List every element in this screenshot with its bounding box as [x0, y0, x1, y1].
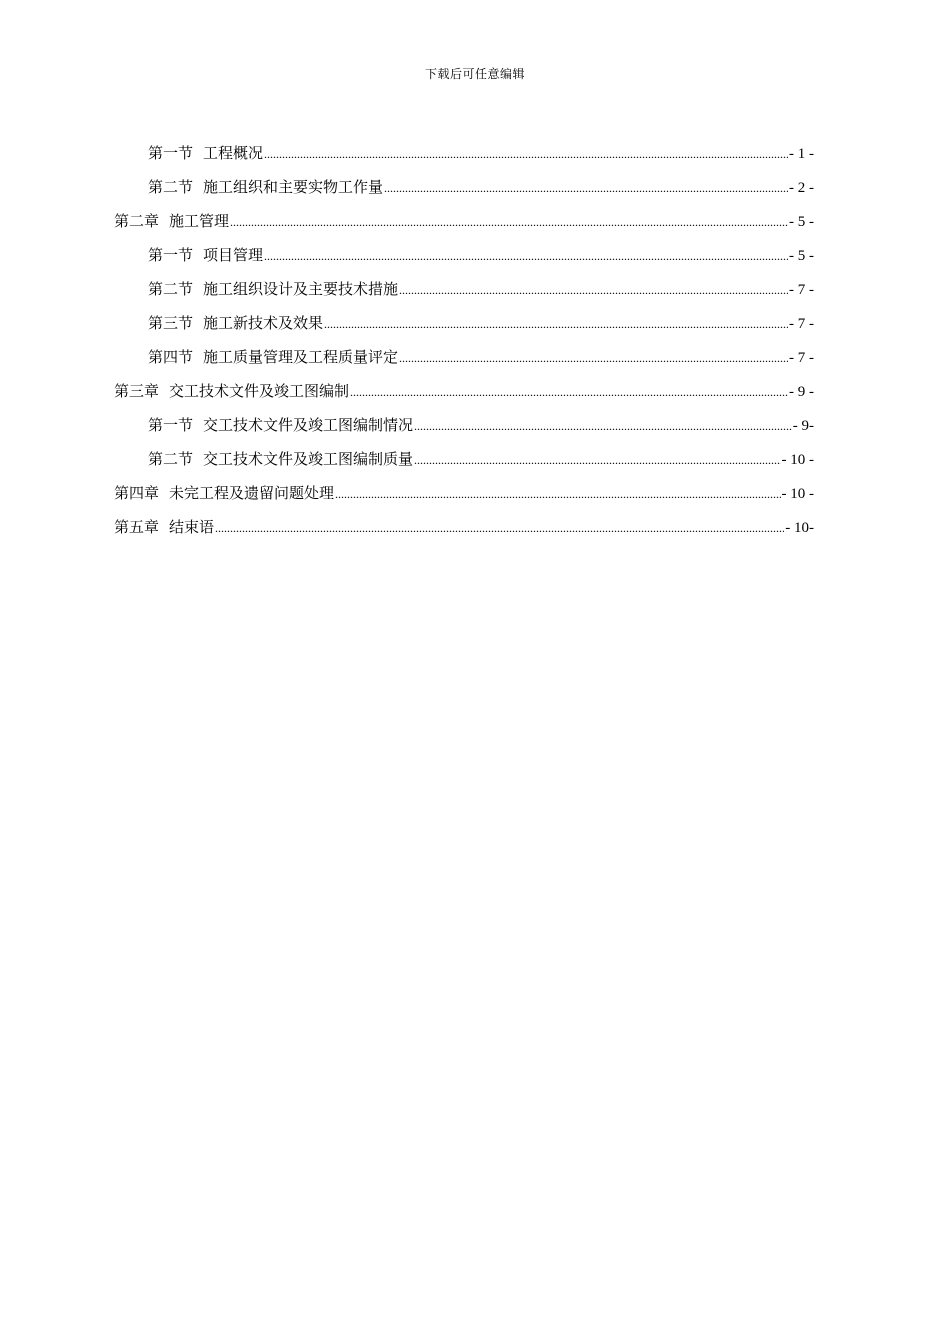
toc-entry[interactable] [114, 516, 814, 550]
toc-entry[interactable] [114, 176, 814, 210]
toc-entry-label [114, 516, 214, 538]
toc-entry-label [148, 278, 398, 300]
toc-entry-title: 交工技术文件及竣工图编制情况 [203, 416, 414, 434]
toc-entry[interactable] [114, 414, 814, 448]
toc-dot-leader [230, 211, 788, 233]
toc-entry-page: - 9 - [789, 384, 814, 400]
toc-entry-label [148, 142, 263, 164]
toc-entry-number: 第二节 [148, 178, 194, 196]
toc-entry[interactable] [114, 278, 814, 312]
toc-dot-leader [335, 483, 780, 505]
toc-entry-page: - 2 - [789, 180, 814, 196]
toc-entry[interactable] [114, 210, 814, 244]
toc-entry-title: 施工质量管理及工程质量评定 [203, 348, 399, 366]
toc-entry[interactable] [114, 380, 814, 414]
toc-entry-number: 第四章 [114, 484, 160, 502]
toc-entry-number: 第一节 [148, 416, 194, 434]
toc-dot-leader [324, 313, 788, 335]
toc-entry-title: 施工组织设计及主要技术措施 [203, 280, 399, 298]
toc-entry-label [148, 448, 413, 470]
toc-entry-title: 施工组织和主要实物工作量 [203, 178, 384, 196]
toc-dot-leader [384, 177, 788, 199]
toc-entry-title: 项目管理 [203, 246, 264, 264]
toc-entry-title: 施工管理 [169, 212, 230, 230]
toc-entry[interactable] [114, 244, 814, 278]
toc-entry-page: - 10 - [781, 486, 814, 502]
toc-entry-page: - 5 - [789, 248, 814, 264]
toc-dot-leader [414, 449, 780, 471]
toc-entry-title: 施工新技术及效果 [203, 314, 324, 332]
toc-entry-title: 结束语 [169, 518, 215, 536]
toc-entry-title: 交工技术文件及竣工图编制质量 [203, 450, 414, 468]
toc-entry-label [114, 482, 334, 504]
toc-entry-number: 第三章 [114, 382, 160, 400]
toc-entry-number: 第一节 [148, 246, 194, 264]
toc-entry-label [148, 346, 398, 368]
toc-entry-page: - 1 - [789, 146, 814, 162]
toc-entry-page: - 9- [792, 418, 814, 434]
toc-entry-label [148, 244, 263, 266]
toc-entry[interactable] [114, 142, 814, 176]
toc-entry-label [148, 312, 323, 334]
toc-entry-number: 第五章 [114, 518, 160, 536]
toc-entry-title: 工程概况 [203, 144, 264, 162]
toc-entry[interactable] [114, 346, 814, 380]
toc-entry-number: 第二章 [114, 212, 160, 230]
toc-dot-leader [350, 381, 788, 403]
toc-entry-title: 未完工程及遗留问题处理 [169, 484, 335, 502]
toc-dot-leader [399, 347, 788, 369]
toc-entry[interactable] [114, 312, 814, 346]
toc-entry-number: 第二节 [148, 280, 194, 298]
toc-dot-leader [414, 415, 792, 437]
toc-entry-label [114, 380, 349, 402]
toc-entry-label [148, 176, 383, 198]
toc-entry-page: - 10- [785, 520, 814, 536]
table-of-contents [114, 142, 814, 550]
toc-entry-number: 第二节 [148, 450, 194, 468]
toc-entry-number: 第一节 [148, 144, 194, 162]
toc-entry-page: - 10 - [781, 452, 814, 468]
toc-dot-leader [264, 245, 788, 267]
toc-entry-title: 交工技术文件及竣工图编制 [169, 382, 350, 400]
toc-entry-number: 第四节 [148, 348, 194, 366]
toc-entry-page: - 7 - [789, 350, 814, 366]
toc-entry-number: 第三节 [148, 314, 194, 332]
page-header: 下载后可任意编辑 [424, 67, 525, 81]
toc-entry-page: - 7 - [789, 316, 814, 332]
toc-entry[interactable] [114, 448, 814, 482]
toc-entry-page: - 5 - [789, 214, 814, 230]
toc-dot-leader [264, 143, 788, 165]
toc-entry-page: - 7 - [789, 282, 814, 298]
toc-entry[interactable] [114, 482, 814, 516]
toc-entry-label [148, 414, 413, 436]
toc-entry-label [114, 210, 229, 232]
toc-dot-leader [215, 517, 784, 539]
toc-dot-leader [399, 279, 788, 301]
